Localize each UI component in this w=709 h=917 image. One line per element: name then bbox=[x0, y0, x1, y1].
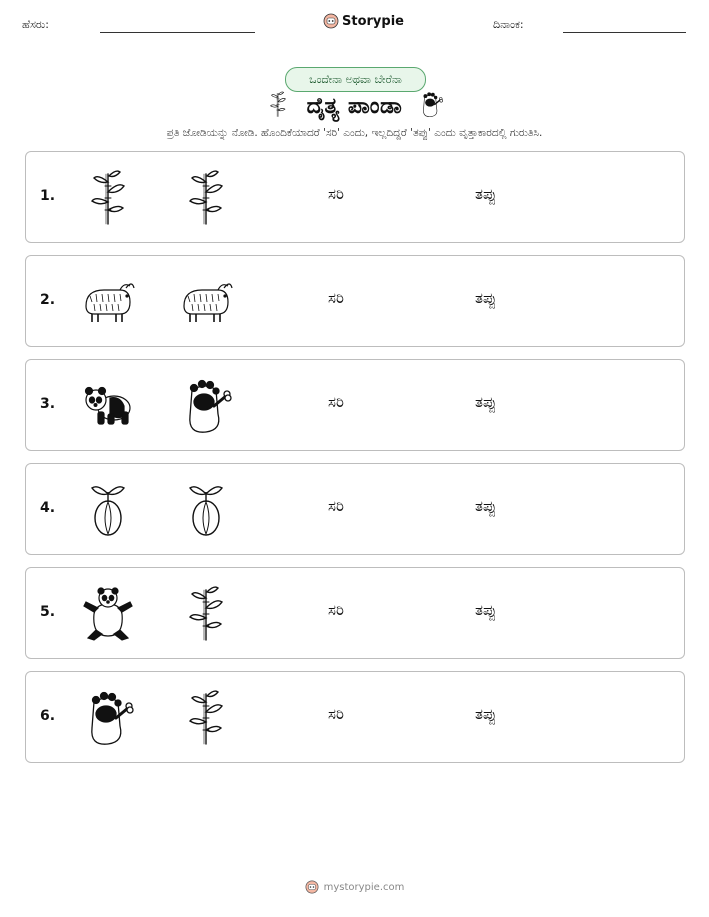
seed-sprout-icon bbox=[80, 480, 136, 538]
brand-logo bbox=[323, 13, 404, 29]
option-correct[interactable]: ಸರಿ bbox=[328, 601, 344, 619]
name-line[interactable] bbox=[100, 32, 255, 33]
bamboo-icon bbox=[80, 168, 136, 226]
badge-text: ಒಂದೇನಾ ಅಥವಾ ಬೇರೆನಾ bbox=[309, 72, 402, 86]
bamboo-icon bbox=[178, 168, 234, 226]
panda-icon bbox=[80, 376, 136, 434]
panda-cub-icon bbox=[80, 584, 136, 642]
option-correct[interactable]: ಸರಿ bbox=[328, 705, 344, 723]
question-number: 3. bbox=[40, 396, 56, 412]
worksheet-type-badge bbox=[285, 67, 426, 92]
question-row bbox=[25, 255, 685, 347]
question-number: 6. bbox=[40, 708, 56, 724]
option-wrong[interactable]: ತಪ್ಪು bbox=[475, 289, 497, 307]
question-row bbox=[25, 567, 685, 659]
option-correct[interactable]: ಸರಿ bbox=[328, 185, 344, 203]
bamboo-icon bbox=[178, 584, 234, 642]
question-row bbox=[25, 463, 685, 555]
footer bbox=[0, 880, 709, 894]
question-row bbox=[25, 151, 685, 243]
option-wrong[interactable]: ತಪ್ಪು bbox=[475, 601, 497, 619]
question-number: 2. bbox=[40, 292, 56, 308]
question-number: 5. bbox=[40, 604, 56, 620]
instructions: ಪ್ರತಿ ಜೋಡಿಯನ್ನು ನೋಡಿ. ಹೊಂದಿಕೆಯಾದರೆ 'ಸರಿ' ಎಂದು, ಇಲ್ಲದಿದ್ದರೆ 'ತಪ್ಪು' ಎಂದು ವೃತ್ತಾಕಾರದಲ್ಲಿ ಗುರುತಿಸಿ. bbox=[166, 127, 543, 139]
date-line[interactable] bbox=[563, 32, 686, 33]
panda-paw-icon bbox=[418, 90, 444, 122]
option-correct[interactable]: ಸರಿ bbox=[328, 497, 344, 515]
panda-paw-icon bbox=[178, 376, 234, 434]
footer-url[interactable]: mystorypie.com bbox=[323, 881, 405, 893]
yak-icon bbox=[80, 272, 136, 330]
name-label: ಹೆಸರು: bbox=[22, 18, 49, 31]
panda-paw-icon bbox=[80, 688, 136, 746]
yak-icon bbox=[178, 272, 234, 330]
question-row bbox=[25, 359, 685, 451]
question-number: 1. bbox=[40, 188, 56, 204]
option-wrong[interactable]: ತಪ್ಪು bbox=[475, 705, 497, 723]
question-number: 4. bbox=[40, 500, 56, 516]
seed-sprout-icon bbox=[178, 480, 234, 538]
question-row bbox=[25, 671, 685, 763]
option-wrong[interactable]: ತಪ್ಪು bbox=[475, 393, 497, 411]
option-wrong[interactable]: ತಪ್ಪು bbox=[475, 497, 497, 515]
bamboo-icon bbox=[265, 90, 291, 122]
storypie-mascot-icon bbox=[305, 880, 319, 894]
option-wrong[interactable]: ತಪ್ಪು bbox=[475, 185, 497, 203]
option-correct[interactable]: ಸರಿ bbox=[328, 393, 344, 411]
brand-name: Storypie bbox=[342, 13, 404, 29]
title-row bbox=[0, 90, 709, 122]
date-label: ದಿನಾಂಕ: bbox=[493, 18, 524, 31]
bamboo-icon bbox=[178, 688, 234, 746]
storypie-mascot-icon bbox=[323, 13, 339, 29]
page-title: ದೈತ್ಯ ಪಾಂಡಾ bbox=[306, 93, 403, 119]
option-correct[interactable]: ಸರಿ bbox=[328, 289, 344, 307]
